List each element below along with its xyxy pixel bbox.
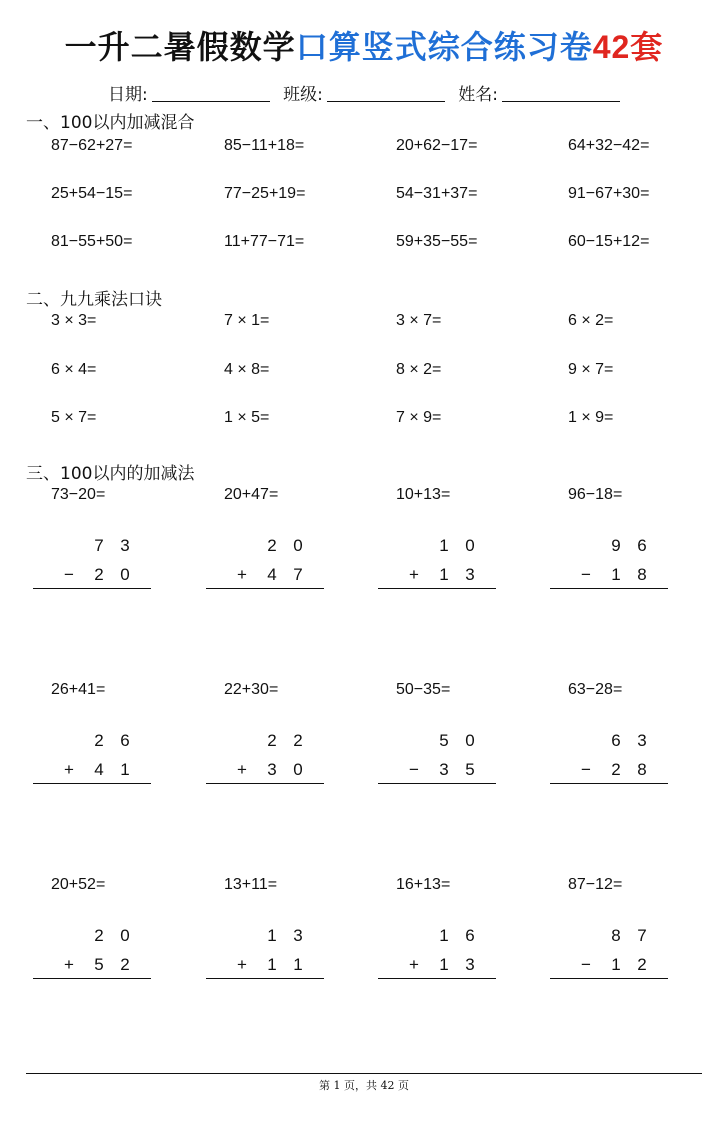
bottom-digit: 0 (293, 760, 303, 779)
top-digit: 1 (267, 926, 277, 945)
top-digit: 2 (94, 731, 104, 750)
bottom-digit: 4 (94, 760, 104, 779)
oral-problem: 8 × 2= (396, 361, 442, 378)
date-field (108, 80, 270, 105)
bottom-digit: 1 (439, 565, 449, 584)
page-title (0, 22, 728, 68)
bottom-digit: 3 (439, 760, 449, 779)
section-2-title: 二、九九乘法口诀 (26, 290, 162, 310)
top-digit: 6 (465, 926, 475, 945)
top-digit: 8 (611, 926, 621, 945)
bottom-digit: 8 (637, 760, 647, 779)
top-digit: 1 (439, 536, 449, 555)
top-digit: 0 (120, 926, 130, 945)
answer-line (206, 783, 324, 784)
info-line (0, 80, 728, 105)
top-digit: 0 (465, 536, 475, 555)
operator-sign: − (581, 760, 591, 779)
bottom-digit: 2 (94, 565, 104, 584)
oral-problem: 25+54−15= (51, 185, 133, 202)
answer-line (206, 978, 324, 979)
top-digit: 3 (637, 731, 647, 750)
answer-line (33, 783, 151, 784)
oral-problem: 81−55+50= (51, 233, 133, 250)
answer-line (550, 588, 668, 589)
bottom-digit: 4 (267, 565, 277, 584)
written-problem-equation: 13+11= (224, 876, 278, 893)
written-problem-equation: 16+13= (396, 876, 451, 893)
operator-sign: + (237, 760, 247, 779)
oral-problem: 6 × 2= (568, 312, 614, 329)
answer-line (378, 783, 496, 784)
bottom-digit: 2 (120, 955, 130, 974)
operator-sign: + (64, 955, 74, 974)
bottom-digit: 1 (293, 955, 303, 974)
oral-problem: 59+35−55= (396, 233, 478, 250)
answer-line (33, 978, 151, 979)
operator-sign: + (237, 565, 247, 584)
operator-sign: + (64, 760, 74, 779)
written-problem-equation: 20+47= (224, 486, 279, 503)
bottom-digit: 2 (611, 760, 621, 779)
top-digit: 2 (267, 536, 277, 555)
title-part-3: 42套 (592, 29, 664, 65)
top-digit: 7 (637, 926, 647, 945)
written-problem-equation: 50−35= (396, 681, 451, 698)
oral-problem: 4 × 8= (224, 361, 270, 378)
oral-problem: 85−11+18= (224, 137, 305, 154)
answer-line (550, 783, 668, 784)
bottom-digit: 3 (465, 565, 475, 584)
top-digit: 5 (439, 731, 449, 750)
class-field (283, 80, 445, 105)
operator-sign: − (64, 565, 74, 584)
bottom-digit: 3 (267, 760, 277, 779)
bottom-digit: 2 (637, 955, 647, 974)
oral-problem: 60−15+12= (568, 233, 650, 250)
bottom-digit: 0 (120, 565, 130, 584)
operator-sign: + (409, 565, 419, 584)
date-blank[interactable] (152, 85, 270, 102)
top-digit: 6 (611, 731, 621, 750)
oral-problem: 77−25+19= (224, 185, 306, 202)
oral-problem: 11+77−71= (224, 233, 305, 250)
class-blank[interactable] (327, 85, 445, 102)
written-problem-equation: 96−18= (568, 486, 623, 503)
oral-problem: 7 × 1= (224, 312, 270, 329)
name-blank[interactable] (502, 85, 620, 102)
written-problem-equation: 20+52= (51, 876, 106, 893)
oral-problem: 64+32−42= (568, 137, 650, 154)
title-part-2: 口算竖式综合练习卷 (295, 28, 593, 66)
section-3-title: 三、100以内的加减法 (26, 464, 195, 484)
bottom-digit: 5 (94, 955, 104, 974)
top-digit: 2 (267, 731, 277, 750)
bottom-digit: 3 (465, 955, 475, 974)
operator-sign: + (409, 955, 419, 974)
top-digit: 2 (293, 731, 303, 750)
oral-problem: 3 × 7= (396, 312, 442, 329)
oral-problem: 1 × 5= (224, 409, 270, 426)
answer-line (550, 978, 668, 979)
oral-problem: 9 × 7= (568, 361, 614, 378)
oral-problem: 7 × 9= (396, 409, 442, 426)
top-digit: 3 (293, 926, 303, 945)
footer-divider (26, 1073, 702, 1074)
top-digit: 7 (94, 536, 104, 555)
oral-problem: 91−67+30= (568, 185, 650, 202)
class-label: 班级: (283, 85, 323, 105)
section-1-title: 一、100以内加减混合 (26, 113, 195, 133)
bottom-digit: 7 (293, 565, 303, 584)
top-digit: 2 (94, 926, 104, 945)
answer-line (33, 588, 151, 589)
name-label: 姓名: (458, 85, 498, 105)
written-problem-equation: 63−28= (568, 681, 623, 698)
oral-problem: 3 × 3= (51, 312, 97, 329)
page-footer: 第 1 页，共 42 页 (319, 1079, 409, 1092)
name-field (458, 80, 620, 105)
written-problem-equation: 10+13= (396, 486, 451, 503)
operator-sign: + (237, 955, 247, 974)
oral-problem: 20+62−17= (396, 137, 478, 154)
oral-problem: 5 × 7= (51, 409, 97, 426)
written-problem-equation: 73−20= (51, 486, 106, 503)
bottom-digit: 1 (439, 955, 449, 974)
operator-sign: − (409, 760, 419, 779)
date-label: 日期: (107, 85, 148, 105)
top-digit: 3 (120, 536, 130, 555)
top-digit: 1 (439, 926, 449, 945)
bottom-digit: 1 (120, 760, 130, 779)
top-digit: 0 (465, 731, 475, 750)
top-digit: 6 (120, 731, 130, 750)
top-digit: 6 (637, 536, 647, 555)
written-problem-equation: 26+41= (51, 681, 106, 698)
oral-problem: 1 × 9= (568, 409, 614, 426)
answer-line (206, 588, 324, 589)
written-problem-equation: 22+30= (224, 681, 279, 698)
operator-sign: − (581, 565, 591, 584)
top-digit: 0 (293, 536, 303, 555)
bottom-digit: 5 (465, 760, 475, 779)
bottom-digit: 1 (611, 955, 621, 974)
bottom-digit: 1 (267, 955, 277, 974)
answer-line (378, 588, 496, 589)
operator-sign: − (581, 955, 591, 974)
oral-problem: 6 × 4= (51, 361, 97, 378)
answer-line (378, 978, 496, 979)
oral-problem: 87−62+27= (51, 137, 133, 154)
title-part-1: 一升二暑假数学 (64, 28, 296, 66)
oral-problem: 54−31+37= (396, 185, 478, 202)
bottom-digit: 8 (637, 565, 647, 584)
top-digit: 9 (611, 536, 621, 555)
written-problem-equation: 87−12= (568, 876, 623, 893)
bottom-digit: 1 (611, 565, 621, 584)
